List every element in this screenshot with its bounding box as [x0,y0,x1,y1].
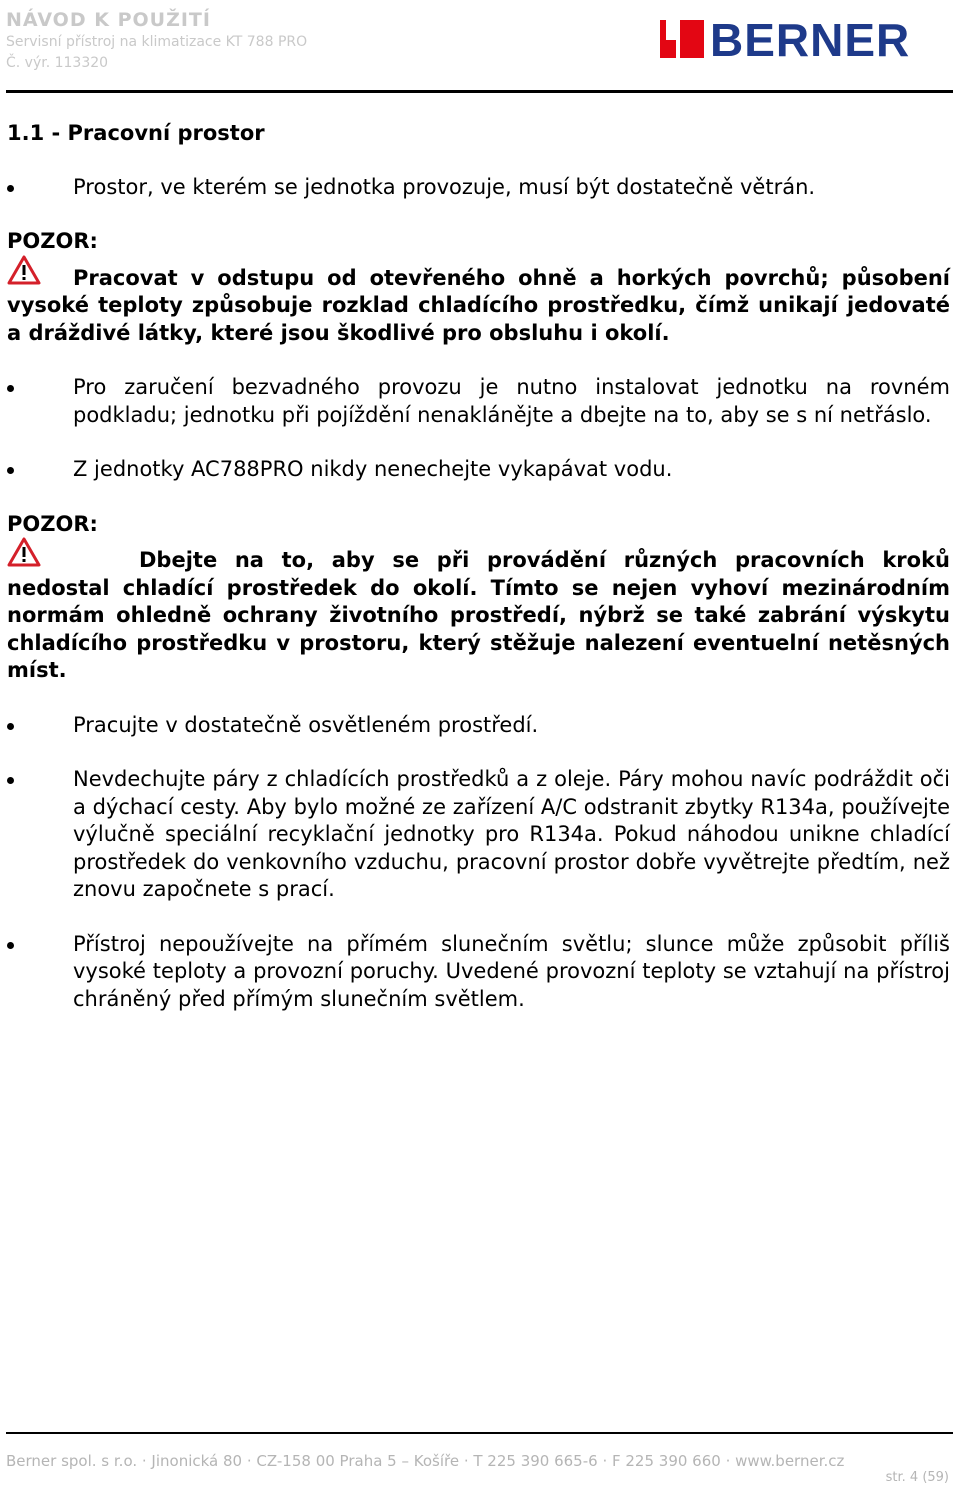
page-number: str. 4 (59) [885,1470,949,1485]
list-item-text: Prostor, ve kterém se jednotka provozuje, musí být dostatečně větrán. [73,174,816,199]
list-item [7,931,950,1014]
list-item-text: Přístroj nepoužívejte na přímém slunečním světlu; slunce může způsobit příliš vysoké teploty a provozní poruchy. Uvedené provozní teploty se vztahují na přístroj chráněný před přímým slunečním světlem. [73,931,950,1011]
list-item-text: Nevdechujte páry z chladících prostředků a z oleje. Páry mohou navíc podráždit oči a dýchací cesty. Aby bylo možné ze zařízení A/C odstranit zbytky R134a, používejte výlučně speciální recyklační jednotky pro R134a. Pokud náhodou unikne chladící prostředek do venkovního vzduchu, pracovní prostor dobře vyvětrejte předtím, než znovu započnete s prací. [73,767,950,901]
warning-label: POZOR: [7,229,98,253]
logo-text: BERNER [710,14,911,64]
warning-block [7,265,950,348]
list-item [7,712,950,740]
document-header [6,8,646,74]
product-name: Servisní přístroj na klimatizace KT 788 PRO [6,34,308,50]
warning-triangle-icon [7,537,41,567]
list-item [7,174,950,202]
list-item [7,456,950,484]
document-title: NÁVOD K POUŽITÍ [6,9,211,31]
bullet-icon [7,385,14,392]
warning-triangle-icon [7,255,41,285]
footer-divider [6,1432,953,1434]
list-item-text: Pro zaručení bezvadného provozu je nutno instalovat jednotku na rovném podkladu; jednotku při pojíždění nenaklánějte a dbejte na to, aby se s ní netřáslo. [73,375,950,427]
bullet-icon [7,467,14,474]
list-item-text: Pracujte v dostatečně osvětleném prostředí. [73,712,539,737]
bullet-icon [7,723,14,730]
bullet-icon [7,185,14,192]
list-item [7,374,950,429]
bullet-icon [7,777,14,784]
list-item [7,766,950,904]
warning-label: POZOR: [7,511,98,536]
header-divider [6,90,953,93]
product-number: Č. výr. 113320 [6,55,109,71]
warning-block [7,547,950,685]
warning-text: Dbejte na to, aby se při provádění různých pracovních kroků nedostal chladící prostředek do okolí. Tímto se nejen vyhoví mezinárodním normám ohledně ochrany životního prostředí, nýbrž se také zabrání výskytu chladícího prostředku v prostoru, který stěžuje nalezení eventuelní netěsných míst. [7,548,950,682]
footer-address: Berner spol. s r.o. · Jinonická 80 · CZ-158 00 Praha 5 – Košíře · T 225 390 665-6 · F 225 390 660 · www.berner.cz [6,1452,845,1470]
section-title: 1.1 - Pracovní prostor [7,121,265,145]
main-content [7,120,950,1040]
bullet-icon [7,942,14,949]
list-item-text: Z jednotky AC788PRO nikdy nenechejte vykapávat vodu. [73,457,673,481]
berner-logo [660,14,952,64]
warning-text: Pracovat v odstupu od otevřeného ohně a horkých povrchů; působení vysoké teploty způsobuje rozklad chladícího prostředku, čímž unikají jedovaté a dráždivé látky, které jsou škodlivé pro obsluhu i okolí. [7,265,950,345]
